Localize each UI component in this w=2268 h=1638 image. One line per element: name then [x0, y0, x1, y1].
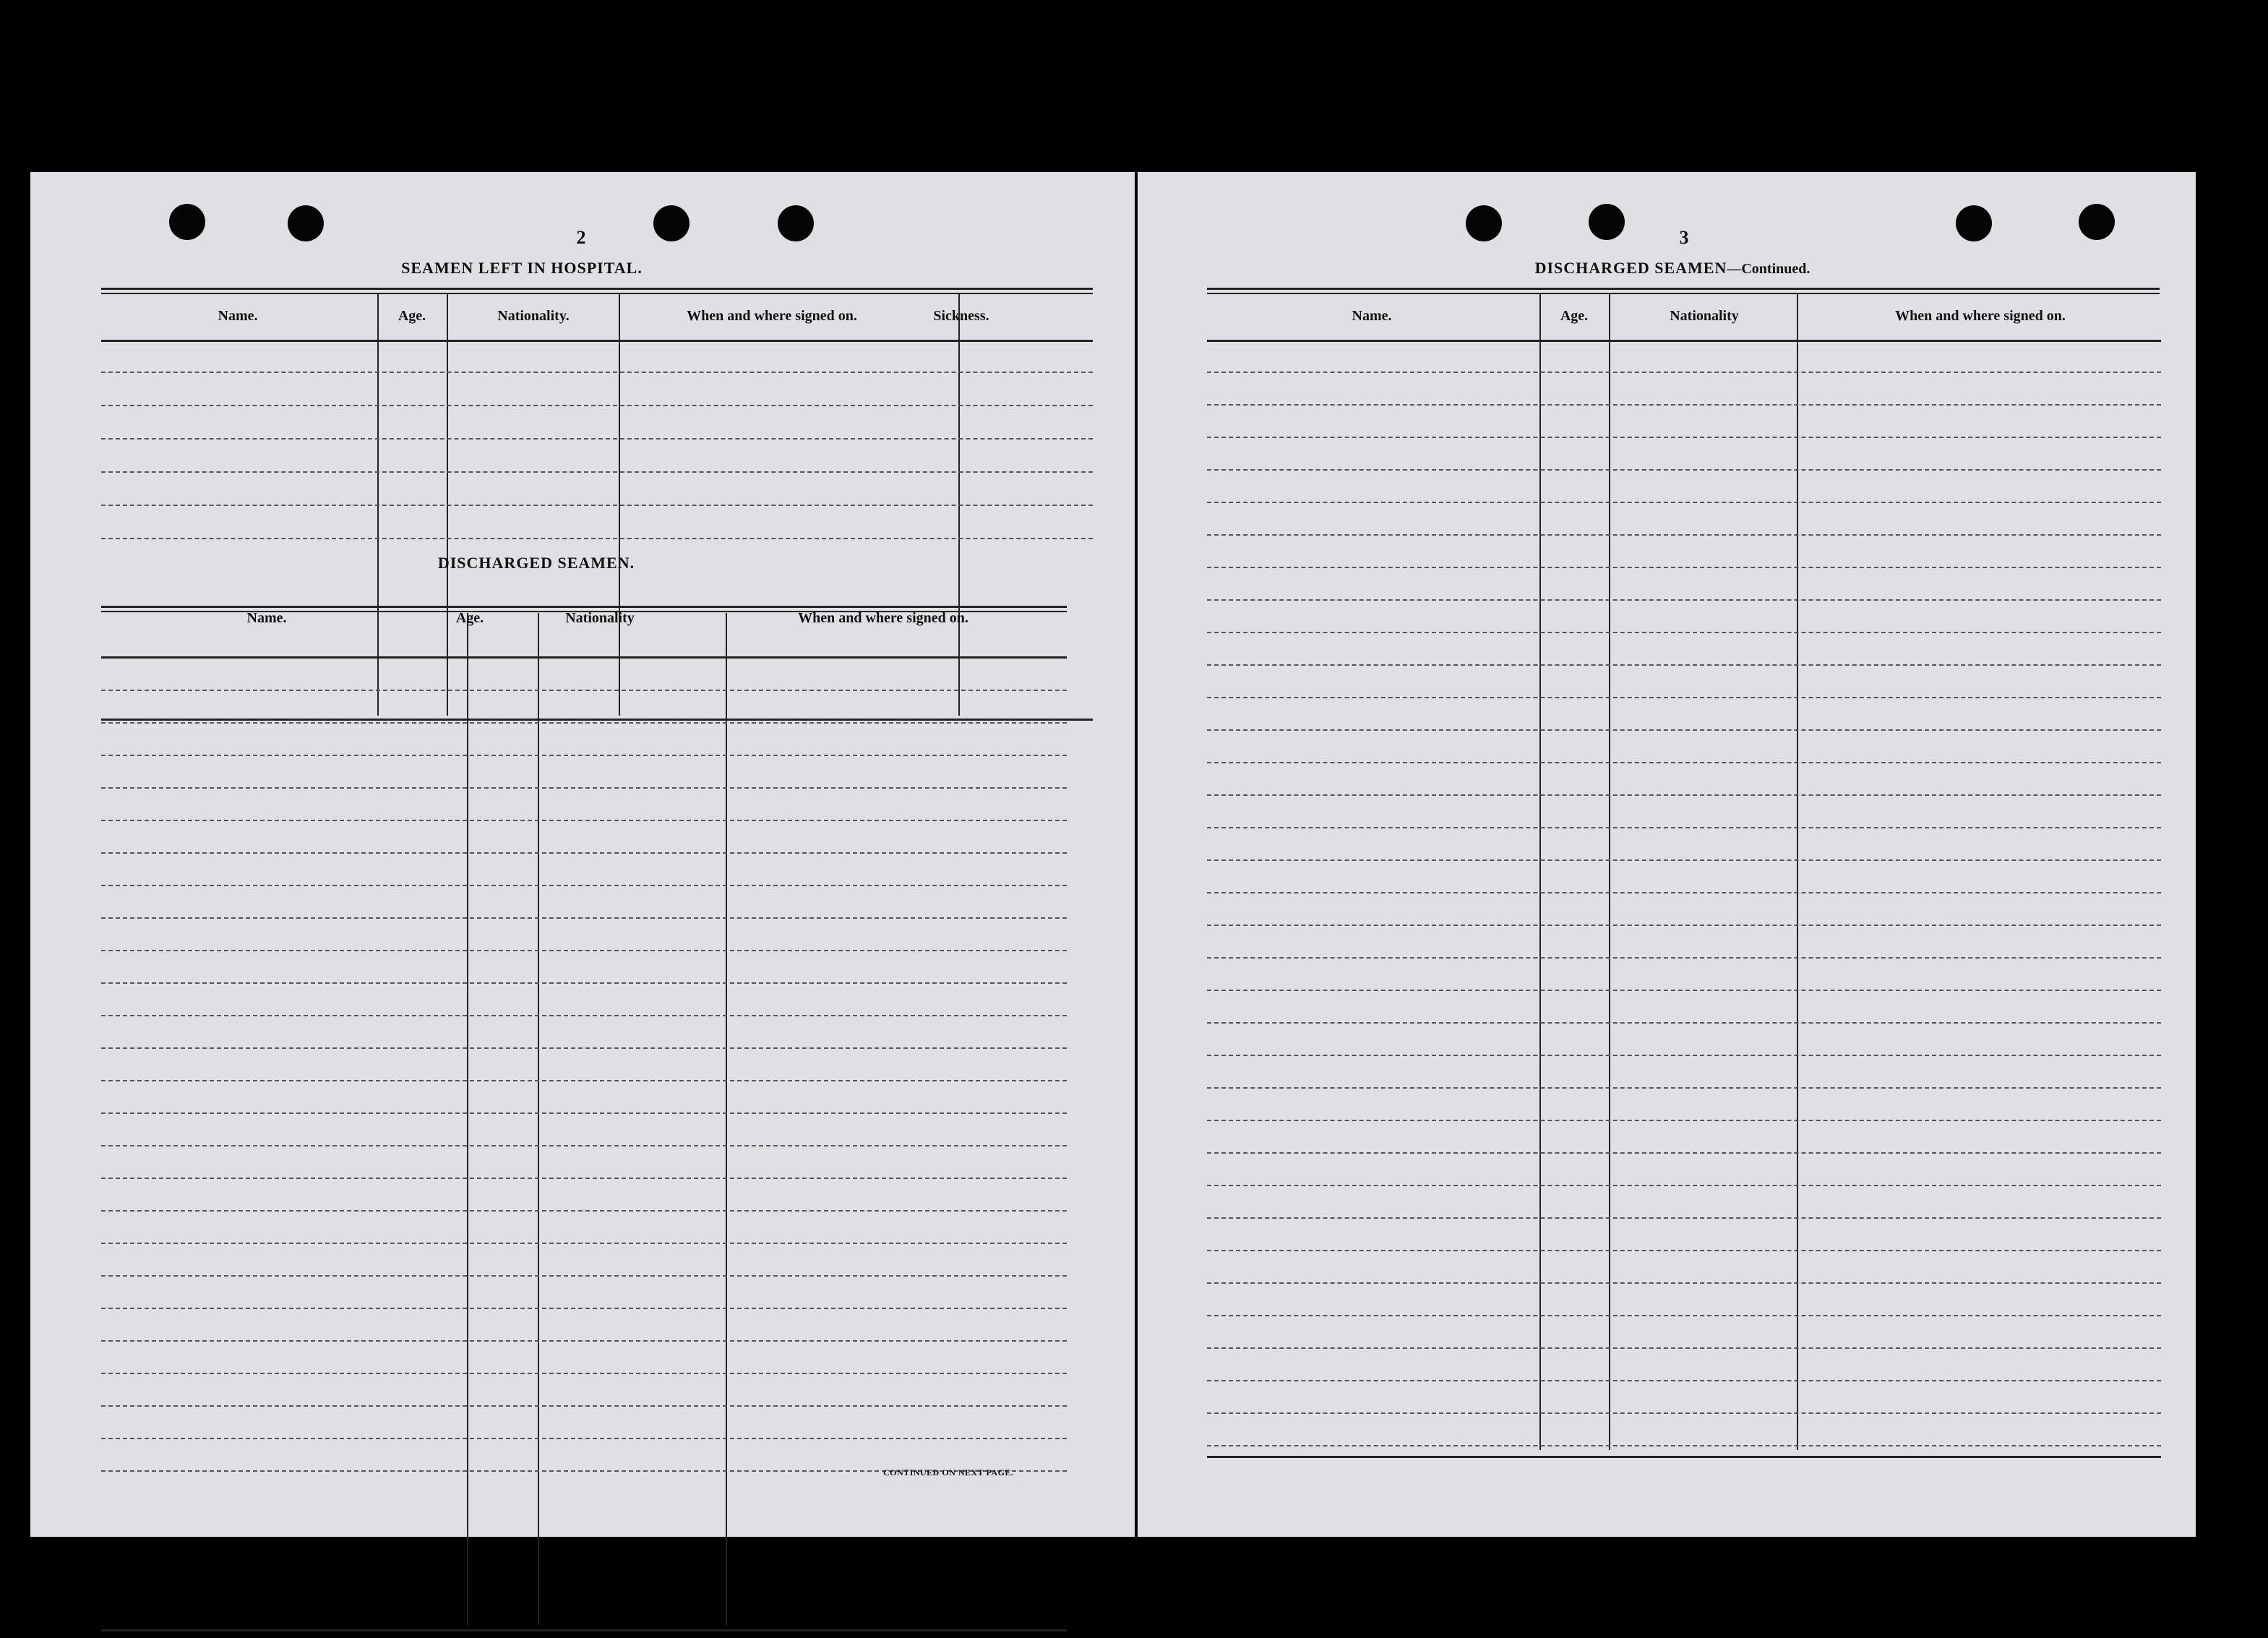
left-page	[30, 172, 1135, 1537]
entry-line	[1207, 957, 2161, 959]
entry-line	[101, 505, 1093, 506]
entry-line	[101, 1080, 1067, 1081]
entry-line	[1207, 794, 2161, 796]
entry-line	[1207, 1445, 2161, 1446]
entry-line	[1207, 599, 2161, 601]
col-header-name: Name.	[246, 610, 287, 626]
entry-line	[101, 1112, 1067, 1114]
section-title-main: DISCHARGED SEAMEN	[1534, 259, 1727, 277]
entry-line	[1207, 1412, 2161, 1414]
entry-line	[1207, 1380, 2161, 1381]
punch-hole	[1589, 204, 1625, 240]
table-top-rule	[101, 606, 1067, 612]
entry-line	[101, 1145, 1067, 1146]
entry-line	[1207, 1087, 2161, 1089]
entry-line	[1207, 892, 2161, 893]
col-header-nationality: Nationality	[1670, 308, 1739, 324]
entry-line	[1207, 1217, 2161, 1219]
entry-line	[101, 438, 1093, 439]
col-header-age: Age.	[398, 308, 426, 324]
entry-line	[1207, 534, 2161, 536]
punch-hole	[1956, 205, 1992, 241]
entry-line	[1207, 372, 2161, 373]
column-divider	[467, 613, 468, 1625]
entry-line	[101, 372, 1093, 373]
entry-line	[1207, 1282, 2161, 1284]
entry-line	[101, 1178, 1067, 1179]
punch-hole	[778, 205, 814, 241]
entry-line	[1207, 827, 2161, 828]
page-number: 3	[1679, 227, 1689, 248]
entry-line	[101, 755, 1067, 756]
discharged-section-title: DISCHARGED SEAMEN.	[437, 554, 635, 572]
entry-line	[1207, 404, 2161, 406]
entry-line	[1207, 762, 2161, 763]
header-rule	[101, 656, 1067, 659]
entry-line	[1207, 1120, 2161, 1121]
entry-line	[101, 405, 1093, 406]
entry-line	[1207, 697, 2161, 698]
col-header-nationality: Nationality.	[497, 308, 570, 324]
entry-line	[101, 950, 1067, 951]
discharged-continued-table	[1207, 293, 2165, 1638]
entry-line	[101, 1015, 1067, 1016]
column-divider	[1609, 293, 1610, 1450]
entry-line	[101, 1210, 1067, 1212]
entry-line	[101, 538, 1093, 539]
entry-line	[101, 1275, 1067, 1277]
col-header-name: Name.	[218, 308, 258, 324]
entry-line	[1207, 1055, 2161, 1056]
column-divider	[726, 613, 727, 1625]
entry-line	[101, 787, 1067, 789]
entry-line	[101, 1308, 1067, 1309]
entry-line	[1207, 1022, 2161, 1024]
table-bottom-rule	[101, 1629, 1067, 1631]
right-page	[1138, 172, 2196, 1537]
punch-hole	[169, 204, 205, 240]
punch-hole	[653, 205, 690, 241]
col-header-sickness: Sickness.	[933, 308, 989, 324]
entry-line	[1207, 925, 2161, 926]
entry-line	[101, 885, 1067, 886]
entry-line	[1207, 1185, 2161, 1186]
punch-hole	[2079, 204, 2115, 240]
discharged-continued-title	[1456, 259, 1889, 278]
entry-line	[1207, 664, 2161, 666]
col-header-signed-on: When and where signed on.	[798, 610, 968, 626]
entry-line	[1207, 437, 2161, 438]
entry-line	[1207, 729, 2161, 731]
entry-line	[101, 917, 1067, 919]
section-title-suffix: —Continued.	[1727, 261, 1810, 277]
col-header-signed-on: When and where signed on.	[687, 308, 857, 324]
col-header-signed-on: When and where signed on.	[1895, 308, 2066, 324]
header-rule	[101, 340, 1093, 342]
col-header-age: Age.	[1560, 308, 1589, 324]
page-number: 2	[576, 227, 586, 248]
column-divider	[1539, 293, 1541, 1450]
table-bottom-rule	[1207, 1456, 2161, 1458]
col-header-nationality: Nationality	[565, 610, 635, 626]
entry-line	[1207, 567, 2161, 568]
entry-line	[1207, 1315, 2161, 1316]
entry-line	[1207, 859, 2161, 861]
entry-line	[1207, 502, 2161, 503]
entry-line	[101, 1340, 1067, 1342]
entry-line	[101, 852, 1067, 854]
entry-line	[101, 1373, 1067, 1374]
entry-line	[101, 1405, 1067, 1407]
entry-line	[101, 1047, 1067, 1049]
punch-hole	[1466, 205, 1502, 241]
entry-line	[1207, 1347, 2161, 1349]
entry-line	[101, 722, 1067, 724]
entry-line	[101, 471, 1093, 473]
entry-line	[101, 690, 1067, 691]
col-header-name: Name.	[1352, 308, 1392, 324]
hospital-section-title: SEAMEN LEFT IN HOSPITAL.	[401, 259, 643, 277]
entry-line	[1207, 632, 2161, 633]
punch-hole	[288, 205, 324, 241]
entry-line	[1207, 990, 2161, 991]
header-rule	[1207, 340, 2161, 342]
entry-line	[101, 820, 1067, 821]
column-divider	[538, 613, 539, 1625]
entry-line	[1207, 469, 2161, 471]
entry-line	[101, 1438, 1067, 1439]
col-header-age: Age.	[455, 610, 484, 626]
continued-note: CONTINUED ON NEXT PAGE.	[883, 1467, 1014, 1478]
entry-line	[1207, 1250, 2161, 1251]
entry-line	[1207, 1152, 2161, 1154]
column-divider	[1797, 293, 1798, 1450]
entry-line	[101, 982, 1067, 984]
entry-line	[101, 1243, 1067, 1244]
